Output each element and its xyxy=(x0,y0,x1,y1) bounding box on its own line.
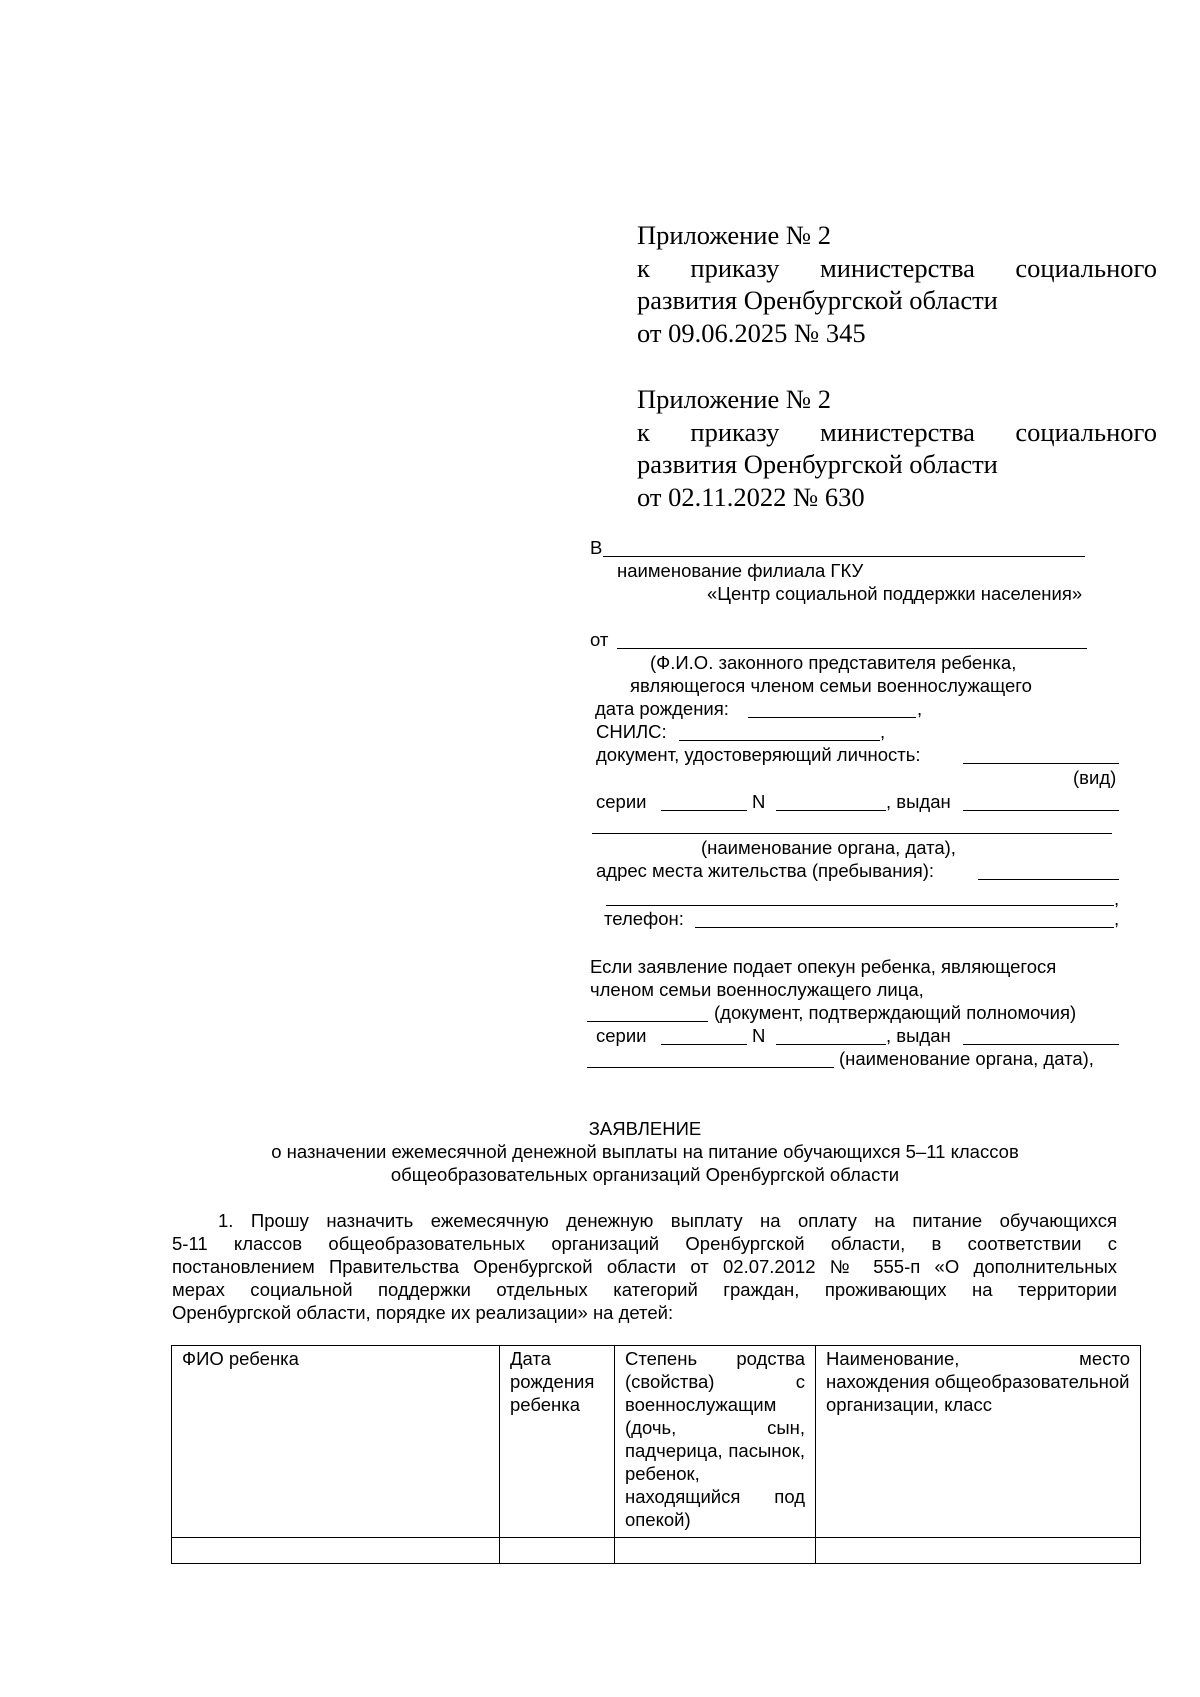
series-blank[interactable] xyxy=(661,810,747,811)
phone-blank[interactable] xyxy=(695,927,1114,928)
branch-caption-2: «Центр социальной поддержки населения» xyxy=(707,583,1083,604)
annex-date-line: от 09.06.2025 № 345 xyxy=(637,317,866,348)
statement-subtitle-1: о назначении ежемесячной денежной выплаты на питание обучающихся 5–11 классов xyxy=(271,1141,1019,1162)
col-header-relationship: Степень родства (свойства) с военнослужащим (дочь, сын, падчерица, пасынок, ребенок, находящийся под опекой) xyxy=(615,1346,816,1538)
guardian-issued-by-blank[interactable] xyxy=(963,1044,1119,1045)
phone-comma: , xyxy=(1114,908,1120,929)
issuer-blank[interactable] xyxy=(592,833,1112,834)
annex-block-previous xyxy=(637,383,1157,513)
paragraph-1-line-5: Оренбургской области, порядке их реализации» на детей: xyxy=(172,1302,674,1323)
annex-block-current xyxy=(637,219,1157,349)
snils-label: СНИЛС: xyxy=(596,721,667,742)
col-header-school-line-1: Наименование, место xyxy=(826,1348,1130,1369)
id-document-label: документ, удостоверяющий личность: xyxy=(596,744,921,765)
birth-date-label: дата рождения: xyxy=(595,698,729,719)
col-header-school-rest: нахождения общеобразовательной организации, класс xyxy=(826,1371,1130,1415)
address-blank-2[interactable] xyxy=(606,905,1114,906)
birth-date-blank[interactable] xyxy=(748,717,916,718)
number-blank[interactable] xyxy=(776,810,886,811)
statement-title: ЗАЯВЛЕНИЕ xyxy=(588,1118,702,1139)
annex-ministry-line: развития Оренбургской области xyxy=(637,285,998,315)
paragraph-1-line-2: 5-11 классов общеобразовательных организаций Оренбургской области, в соответствии с xyxy=(172,1233,1117,1254)
annex-title: Приложение № 2 xyxy=(637,384,832,414)
annex-order-line: к приказу министерства социального xyxy=(637,252,1157,283)
series-label: серии xyxy=(596,791,647,812)
guardian-series-label: серии xyxy=(596,1025,647,1046)
issued-label: , выдан xyxy=(886,791,951,812)
guardian-number-blank[interactable] xyxy=(776,1044,886,1045)
table-row xyxy=(172,1538,1141,1564)
children-table xyxy=(171,1345,1141,1564)
guardian-series-blank[interactable] xyxy=(661,1044,747,1045)
number-label: N xyxy=(752,791,766,812)
address-blank-1[interactable] xyxy=(978,879,1119,880)
phone-label: телефон: xyxy=(604,908,684,929)
table-header-row xyxy=(172,1346,1141,1538)
branch-caption-1: наименование филиала ГКУ xyxy=(617,560,864,581)
guardian-number-label: N xyxy=(752,1025,766,1046)
col-header-child-name: ФИО ребенка xyxy=(172,1346,500,1538)
cell-birth-date[interactable] xyxy=(500,1538,615,1564)
cell-relationship[interactable] xyxy=(615,1538,816,1564)
guardian-line-2: членом семьи военнослужащего лица, xyxy=(590,979,924,1000)
kind-caption: (вид) xyxy=(1073,767,1117,788)
issuer-caption: (наименование органа, дата), xyxy=(701,837,956,858)
guardian-issued-label: , выдан xyxy=(886,1025,951,1046)
guardian-line-1: Если заявление подает опекун ребенка, являющегося xyxy=(590,956,1057,977)
annex-order-line: к приказу министерства социального xyxy=(637,416,1157,447)
birth-date-comma: , xyxy=(917,698,923,719)
paragraph-1-line-3: постановлением Правительства Оренбургской области от 02.07.2012 № 555-п «О дополнительных xyxy=(172,1256,1117,1277)
id-document-kind-blank[interactable] xyxy=(963,763,1119,764)
paragraph-1-line-1: 1. Прошу назначить ежемесячную денежную выплату на оплату на питание обучающихся xyxy=(218,1210,1117,1231)
col-header-birth-date: Дата рождения ребенка xyxy=(500,1346,615,1538)
cell-child-name[interactable] xyxy=(172,1538,500,1564)
authority-doc-caption: (документ, подтверждающий полномочия) xyxy=(714,1002,1077,1023)
to-prefix: В xyxy=(590,537,603,558)
fio-caption-2: являющегося членом семьи военнослужащего xyxy=(630,675,1032,696)
fio-caption-1: (Ф.И.О. законного представителя ребенка, xyxy=(650,652,1017,673)
guardian-issuer-blank[interactable] xyxy=(587,1067,834,1068)
branch-name-blank[interactable] xyxy=(603,556,1085,557)
address-label: адрес места жительства (пребывания): xyxy=(596,860,935,881)
annex-ministry-line: развития Оренбургской области xyxy=(637,449,998,479)
applicant-name-blank[interactable] xyxy=(617,648,1087,649)
cell-school[interactable] xyxy=(816,1538,1141,1564)
annex-date-line: от 02.11.2022 № 630 xyxy=(637,481,865,512)
authority-doc-blank[interactable] xyxy=(587,1021,708,1022)
paragraph-1-line-4: мерах социальной поддержки отдельных категорий граждан, проживающих на территории xyxy=(172,1279,1117,1300)
snils-comma: , xyxy=(880,721,886,742)
from-prefix: от xyxy=(590,629,609,650)
col-header-school xyxy=(816,1346,1141,1538)
annex-title: Приложение № 2 xyxy=(637,220,832,250)
address-comma: , xyxy=(1114,888,1120,909)
issued-by-blank[interactable] xyxy=(963,810,1119,811)
statement-subtitle-2: общеобразовательных организаций Оренбургской области xyxy=(390,1164,900,1185)
snils-blank[interactable] xyxy=(679,740,880,741)
guardian-issuer-caption: (наименование органа, дата), xyxy=(839,1048,1094,1069)
